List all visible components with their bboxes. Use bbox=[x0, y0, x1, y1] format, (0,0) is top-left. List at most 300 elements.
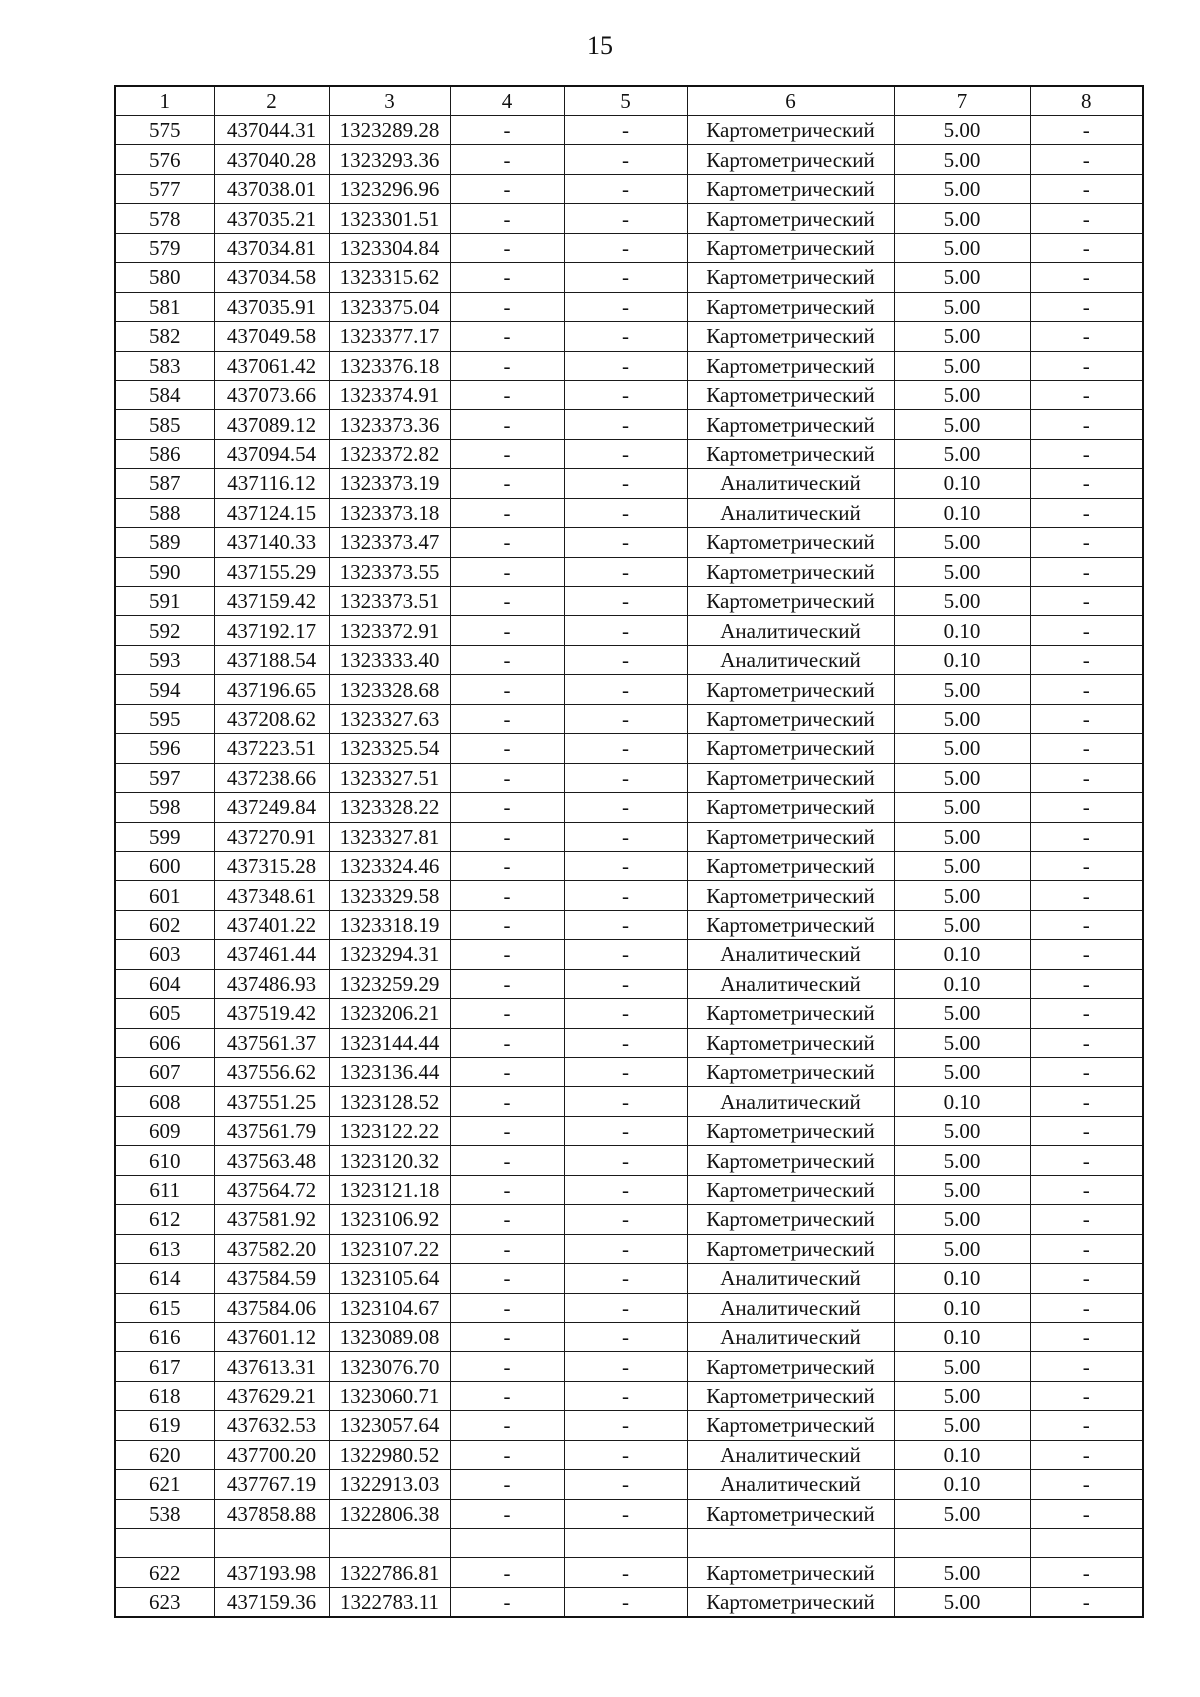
x-coordinate-cell: 437223.51 bbox=[214, 734, 329, 763]
table-row bbox=[115, 1529, 1143, 1558]
column-8-cell: - bbox=[1030, 263, 1143, 292]
method-cell: Аналитический bbox=[687, 498, 894, 527]
column-4-cell: - bbox=[450, 940, 564, 969]
y-coordinate-cell: 1323076.70 bbox=[329, 1352, 450, 1381]
column-5-cell: - bbox=[564, 1470, 687, 1499]
accuracy-cell: 5.00 bbox=[894, 557, 1030, 586]
point-number-cell: 593 bbox=[115, 645, 214, 674]
accuracy-cell: 5.00 bbox=[894, 292, 1030, 321]
point-number-cell: 592 bbox=[115, 616, 214, 645]
accuracy-cell: 5.00 bbox=[894, 145, 1030, 174]
accuracy-cell: 0.10 bbox=[894, 940, 1030, 969]
x-coordinate-cell: 437124.15 bbox=[214, 498, 329, 527]
accuracy-cell: 5.00 bbox=[894, 1205, 1030, 1234]
table-header-row bbox=[115, 86, 1143, 116]
column-8-cell: - bbox=[1030, 645, 1143, 674]
x-coordinate-cell: 437188.54 bbox=[214, 645, 329, 674]
column-4-cell: - bbox=[450, 822, 564, 851]
column-4-cell: - bbox=[450, 1322, 564, 1351]
x-coordinate-cell: 437034.58 bbox=[214, 263, 329, 292]
method-cell: Аналитический bbox=[687, 940, 894, 969]
column-4-cell: - bbox=[450, 1116, 564, 1145]
column-5-cell: - bbox=[564, 881, 687, 910]
point-number-cell: 610 bbox=[115, 1146, 214, 1175]
point-number-cell: 577 bbox=[115, 174, 214, 203]
x-coordinate-cell: 437061.42 bbox=[214, 351, 329, 380]
point-number-cell: 615 bbox=[115, 1293, 214, 1322]
column-4-cell: - bbox=[450, 1381, 564, 1410]
x-coordinate-cell: 437632.53 bbox=[214, 1411, 329, 1440]
point-number-cell: 575 bbox=[115, 116, 214, 145]
point-number-cell: 613 bbox=[115, 1234, 214, 1263]
table-row bbox=[115, 704, 1143, 733]
table-row bbox=[115, 498, 1143, 527]
column-5-cell: - bbox=[564, 469, 687, 498]
y-coordinate-cell: 1322980.52 bbox=[329, 1440, 450, 1469]
column-4-cell: - bbox=[450, 380, 564, 409]
column-5-cell: - bbox=[564, 439, 687, 468]
table-row bbox=[115, 645, 1143, 674]
method-cell: Картометрический bbox=[687, 145, 894, 174]
column-5-cell: - bbox=[564, 822, 687, 851]
column-8-cell: - bbox=[1030, 351, 1143, 380]
column-5-cell: - bbox=[564, 1058, 687, 1087]
accuracy-cell: 5.00 bbox=[894, 1058, 1030, 1087]
accuracy-cell: 0.10 bbox=[894, 616, 1030, 645]
y-coordinate-cell: 1323206.21 bbox=[329, 999, 450, 1028]
table-row bbox=[115, 1264, 1143, 1293]
accuracy-cell: 5.00 bbox=[894, 999, 1030, 1028]
column-4-cell: - bbox=[450, 1411, 564, 1440]
column-5-cell: - bbox=[564, 704, 687, 733]
y-coordinate-cell: 1323372.82 bbox=[329, 439, 450, 468]
point-number-cell: 582 bbox=[115, 322, 214, 351]
point-number-cell: 601 bbox=[115, 881, 214, 910]
column-8-cell: - bbox=[1030, 881, 1143, 910]
table-row bbox=[115, 528, 1143, 557]
x-coordinate-cell: 437629.21 bbox=[214, 1381, 329, 1410]
accuracy-cell: 5.00 bbox=[894, 587, 1030, 616]
column-header: 1 bbox=[115, 86, 214, 116]
column-4-cell: - bbox=[450, 763, 564, 792]
column-4-cell: - bbox=[450, 557, 564, 586]
point-number-cell: 587 bbox=[115, 469, 214, 498]
table-row bbox=[115, 557, 1143, 586]
table-row bbox=[115, 1322, 1143, 1351]
point-number-cell: 605 bbox=[115, 999, 214, 1028]
column-5-cell: - bbox=[564, 1411, 687, 1440]
x-coordinate-cell: 437582.20 bbox=[214, 1234, 329, 1263]
method-cell: Картометрический bbox=[687, 1205, 894, 1234]
method-cell: Картометрический bbox=[687, 1381, 894, 1410]
column-4-cell: - bbox=[450, 1470, 564, 1499]
method-cell: Аналитический bbox=[687, 1470, 894, 1499]
point-number-cell: 612 bbox=[115, 1205, 214, 1234]
accuracy-cell: 5.00 bbox=[894, 793, 1030, 822]
coordinates-table bbox=[114, 85, 1144, 1618]
point-number-cell: 608 bbox=[115, 1087, 214, 1116]
y-coordinate-cell: 1323294.31 bbox=[329, 940, 450, 969]
method-cell: Картометрический bbox=[687, 528, 894, 557]
accuracy-cell: 0.10 bbox=[894, 1293, 1030, 1322]
y-coordinate-cell: 1322783.11 bbox=[329, 1587, 450, 1617]
accuracy-cell: 5.00 bbox=[894, 1234, 1030, 1263]
x-coordinate-cell: 437049.58 bbox=[214, 322, 329, 351]
column-4-cell: - bbox=[450, 1293, 564, 1322]
accuracy-cell: 5.00 bbox=[894, 851, 1030, 880]
point-number-cell: 584 bbox=[115, 380, 214, 409]
column-4-cell: - bbox=[450, 881, 564, 910]
column-4-cell: - bbox=[450, 498, 564, 527]
column-5-cell: - bbox=[564, 116, 687, 145]
table-row bbox=[115, 910, 1143, 939]
column-5-cell: - bbox=[564, 1322, 687, 1351]
accuracy-cell: 5.00 bbox=[894, 1381, 1030, 1410]
column-5-cell: - bbox=[564, 1352, 687, 1381]
column-5-cell: - bbox=[564, 645, 687, 674]
column-8-cell: - bbox=[1030, 1352, 1143, 1381]
x-coordinate-cell: 437613.31 bbox=[214, 1352, 329, 1381]
method-cell: Картометрический bbox=[687, 822, 894, 851]
method-cell: Картометрический bbox=[687, 1558, 894, 1587]
column-4-cell: - bbox=[450, 1175, 564, 1204]
x-coordinate-cell: 437034.81 bbox=[214, 233, 329, 262]
accuracy-cell: 5.00 bbox=[894, 1116, 1030, 1145]
y-coordinate-cell: 1323327.51 bbox=[329, 763, 450, 792]
y-coordinate-cell: 1323327.81 bbox=[329, 822, 450, 851]
accuracy-cell: 0.10 bbox=[894, 1087, 1030, 1116]
x-coordinate-cell: 437556.62 bbox=[214, 1058, 329, 1087]
method-cell: Аналитический bbox=[687, 1087, 894, 1116]
column-8-cell: - bbox=[1030, 851, 1143, 880]
point-number-cell: 602 bbox=[115, 910, 214, 939]
y-coordinate-cell: 1323377.17 bbox=[329, 322, 450, 351]
x-coordinate-cell: 437486.93 bbox=[214, 969, 329, 998]
table-row bbox=[115, 1205, 1143, 1234]
x-coordinate-cell: 437159.36 bbox=[214, 1587, 329, 1617]
column-4-cell: - bbox=[450, 439, 564, 468]
table-row bbox=[115, 204, 1143, 233]
x-coordinate-cell: 437584.59 bbox=[214, 1264, 329, 1293]
table-row bbox=[115, 469, 1143, 498]
point-number-cell: 581 bbox=[115, 292, 214, 321]
method-cell: Картометрический bbox=[687, 734, 894, 763]
table-row bbox=[115, 1234, 1143, 1263]
y-coordinate-cell: 1323121.18 bbox=[329, 1175, 450, 1204]
point-number-cell: 622 bbox=[115, 1558, 214, 1587]
point-number-cell: 580 bbox=[115, 263, 214, 292]
point-number-cell: 596 bbox=[115, 734, 214, 763]
column-5-cell: - bbox=[564, 1028, 687, 1057]
column-8-cell: - bbox=[1030, 498, 1143, 527]
accuracy-cell: 5.00 bbox=[894, 410, 1030, 439]
x-coordinate-cell: 437193.98 bbox=[214, 1558, 329, 1587]
column-5-cell: - bbox=[564, 1175, 687, 1204]
column-header: 3 bbox=[329, 86, 450, 116]
column-8-cell: - bbox=[1030, 1058, 1143, 1087]
y-coordinate-cell: 1323105.64 bbox=[329, 1264, 450, 1293]
column-8-cell: - bbox=[1030, 322, 1143, 351]
y-coordinate-cell: 1323301.51 bbox=[329, 204, 450, 233]
x-coordinate-cell: 437581.92 bbox=[214, 1205, 329, 1234]
table-row bbox=[115, 1087, 1143, 1116]
column-8-cell: - bbox=[1030, 292, 1143, 321]
table-row bbox=[115, 1587, 1143, 1617]
column-4-cell: - bbox=[450, 233, 564, 262]
column-5-cell: - bbox=[564, 263, 687, 292]
accuracy-cell: 5.00 bbox=[894, 528, 1030, 557]
method-cell: Аналитический bbox=[687, 1322, 894, 1351]
point-number-cell bbox=[115, 1529, 214, 1558]
method-cell: Аналитический bbox=[687, 1440, 894, 1469]
y-coordinate-cell: 1323120.32 bbox=[329, 1146, 450, 1175]
y-coordinate-cell: 1323374.91 bbox=[329, 380, 450, 409]
column-4-cell: - bbox=[450, 174, 564, 203]
column-8-cell: - bbox=[1030, 145, 1143, 174]
table-row bbox=[115, 1352, 1143, 1381]
table-row bbox=[115, 351, 1143, 380]
accuracy-cell: 5.00 bbox=[894, 704, 1030, 733]
column-4-cell: - bbox=[450, 645, 564, 674]
column-5-cell: - bbox=[564, 1116, 687, 1145]
method-cell: Картометрический bbox=[687, 793, 894, 822]
table-row bbox=[115, 1146, 1143, 1175]
column-8-cell: - bbox=[1030, 616, 1143, 645]
y-coordinate-cell: 1323373.18 bbox=[329, 498, 450, 527]
accuracy-cell: 0.10 bbox=[894, 1440, 1030, 1469]
y-coordinate-cell: 1323373.47 bbox=[329, 528, 450, 557]
column-8-cell: - bbox=[1030, 439, 1143, 468]
column-5-cell: - bbox=[564, 174, 687, 203]
column-8-cell bbox=[1030, 1529, 1143, 1558]
column-4-cell: - bbox=[450, 704, 564, 733]
accuracy-cell: 5.00 bbox=[894, 1411, 1030, 1440]
method-cell: Картометрический bbox=[687, 233, 894, 262]
table-row bbox=[115, 1558, 1143, 1587]
column-8-cell: - bbox=[1030, 410, 1143, 439]
table-body bbox=[115, 116, 1143, 1617]
table-row bbox=[115, 881, 1143, 910]
point-number-cell: 620 bbox=[115, 1440, 214, 1469]
y-coordinate-cell: 1323373.51 bbox=[329, 587, 450, 616]
point-number-cell: 604 bbox=[115, 969, 214, 998]
y-coordinate-cell: 1323057.64 bbox=[329, 1411, 450, 1440]
point-number-cell: 583 bbox=[115, 351, 214, 380]
column-8-cell: - bbox=[1030, 1087, 1143, 1116]
accuracy-cell: 0.10 bbox=[894, 1322, 1030, 1351]
method-cell: Картометрический bbox=[687, 1587, 894, 1617]
method-cell: Картометрический bbox=[687, 351, 894, 380]
column-5-cell: - bbox=[564, 1234, 687, 1263]
method-cell: Картометрический bbox=[687, 322, 894, 351]
point-number-cell: 591 bbox=[115, 587, 214, 616]
x-coordinate-cell: 437700.20 bbox=[214, 1440, 329, 1469]
column-4-cell: - bbox=[450, 616, 564, 645]
point-number-cell: 607 bbox=[115, 1058, 214, 1087]
column-5-cell: - bbox=[564, 675, 687, 704]
method-cell: Аналитический bbox=[687, 969, 894, 998]
method-cell: Картометрический bbox=[687, 1175, 894, 1204]
point-number-cell: 589 bbox=[115, 528, 214, 557]
column-8-cell: - bbox=[1030, 1558, 1143, 1587]
accuracy-cell: 5.00 bbox=[894, 174, 1030, 203]
column-8-cell: - bbox=[1030, 1470, 1143, 1499]
table-row bbox=[115, 763, 1143, 792]
accuracy-cell: 0.10 bbox=[894, 969, 1030, 998]
column-4-cell: - bbox=[450, 1587, 564, 1617]
y-coordinate-cell: 1323328.68 bbox=[329, 675, 450, 704]
method-cell: Картометрический bbox=[687, 439, 894, 468]
y-coordinate-cell: 1323375.04 bbox=[329, 292, 450, 321]
y-coordinate-cell: 1323060.71 bbox=[329, 1381, 450, 1410]
column-8-cell: - bbox=[1030, 1146, 1143, 1175]
table-row bbox=[115, 822, 1143, 851]
y-coordinate-cell: 1323329.58 bbox=[329, 881, 450, 910]
column-5-cell: - bbox=[564, 557, 687, 586]
accuracy-cell: 0.10 bbox=[894, 498, 1030, 527]
table-row bbox=[115, 940, 1143, 969]
accuracy-cell: 5.00 bbox=[894, 1146, 1030, 1175]
column-5-cell: - bbox=[564, 292, 687, 321]
column-4-cell: - bbox=[450, 204, 564, 233]
table-row bbox=[115, 145, 1143, 174]
table-row bbox=[115, 174, 1143, 203]
column-4-cell bbox=[450, 1529, 564, 1558]
column-8-cell: - bbox=[1030, 763, 1143, 792]
point-number-cell: 538 bbox=[115, 1499, 214, 1528]
method-cell: Картометрический bbox=[687, 999, 894, 1028]
column-5-cell: - bbox=[564, 734, 687, 763]
method-cell: Картометрический bbox=[687, 704, 894, 733]
method-cell bbox=[687, 1529, 894, 1558]
column-5-cell: - bbox=[564, 498, 687, 527]
accuracy-cell: 0.10 bbox=[894, 645, 1030, 674]
column-8-cell: - bbox=[1030, 1293, 1143, 1322]
accuracy-cell: 5.00 bbox=[894, 881, 1030, 910]
accuracy-cell: 5.00 bbox=[894, 1028, 1030, 1057]
x-coordinate-cell: 437073.66 bbox=[214, 380, 329, 409]
method-cell: Картометрический bbox=[687, 1146, 894, 1175]
column-8-cell: - bbox=[1030, 704, 1143, 733]
point-number-cell: 618 bbox=[115, 1381, 214, 1410]
method-cell: Картометрический bbox=[687, 881, 894, 910]
point-number-cell: 616 bbox=[115, 1322, 214, 1351]
x-coordinate-cell: 437208.62 bbox=[214, 704, 329, 733]
table-row bbox=[115, 1470, 1143, 1499]
column-5-cell: - bbox=[564, 1087, 687, 1116]
column-8-cell: - bbox=[1030, 675, 1143, 704]
column-5-cell: - bbox=[564, 204, 687, 233]
accuracy-cell: 5.00 bbox=[894, 1587, 1030, 1617]
y-coordinate-cell: 1322913.03 bbox=[329, 1470, 450, 1499]
table-row bbox=[115, 380, 1143, 409]
column-5-cell: - bbox=[564, 1264, 687, 1293]
column-5-cell: - bbox=[564, 969, 687, 998]
column-5-cell: - bbox=[564, 528, 687, 557]
column-4-cell: - bbox=[450, 469, 564, 498]
column-header: 8 bbox=[1030, 86, 1143, 116]
column-5-cell: - bbox=[564, 351, 687, 380]
point-number-cell: 600 bbox=[115, 851, 214, 880]
accuracy-cell: 5.00 bbox=[894, 1499, 1030, 1528]
column-5-cell: - bbox=[564, 999, 687, 1028]
method-cell: Картометрический bbox=[687, 557, 894, 586]
table-row bbox=[115, 1381, 1143, 1410]
method-cell: Картометрический bbox=[687, 587, 894, 616]
x-coordinate-cell: 437140.33 bbox=[214, 528, 329, 557]
y-coordinate-cell: 1323325.54 bbox=[329, 734, 450, 763]
column-8-cell: - bbox=[1030, 822, 1143, 851]
accuracy-cell: 5.00 bbox=[894, 1352, 1030, 1381]
point-number-cell: 576 bbox=[115, 145, 214, 174]
column-4-cell: - bbox=[450, 1205, 564, 1234]
x-coordinate-cell: 437094.54 bbox=[214, 439, 329, 468]
method-cell: Аналитический bbox=[687, 645, 894, 674]
table-row bbox=[115, 675, 1143, 704]
accuracy-cell: 5.00 bbox=[894, 233, 1030, 262]
x-coordinate-cell: 437584.06 bbox=[214, 1293, 329, 1322]
column-header: 2 bbox=[214, 86, 329, 116]
x-coordinate-cell: 437196.65 bbox=[214, 675, 329, 704]
column-5-cell: - bbox=[564, 233, 687, 262]
column-8-cell: - bbox=[1030, 233, 1143, 262]
table-row bbox=[115, 1058, 1143, 1087]
column-5-cell: - bbox=[564, 1205, 687, 1234]
column-5-cell: - bbox=[564, 793, 687, 822]
column-8-cell: - bbox=[1030, 1234, 1143, 1263]
column-5-cell: - bbox=[564, 910, 687, 939]
column-8-cell: - bbox=[1030, 1264, 1143, 1293]
column-4-cell: - bbox=[450, 292, 564, 321]
column-4-cell: - bbox=[450, 528, 564, 557]
accuracy-cell: 5.00 bbox=[894, 380, 1030, 409]
method-cell: Картометрический bbox=[687, 1352, 894, 1381]
column-4-cell: - bbox=[450, 999, 564, 1028]
column-4-cell: - bbox=[450, 1028, 564, 1057]
column-8-cell: - bbox=[1030, 1322, 1143, 1351]
column-8-cell: - bbox=[1030, 1440, 1143, 1469]
x-coordinate-cell: 437551.25 bbox=[214, 1087, 329, 1116]
y-coordinate-cell: 1323318.19 bbox=[329, 910, 450, 939]
table-row bbox=[115, 410, 1143, 439]
accuracy-cell: 5.00 bbox=[894, 822, 1030, 851]
accuracy-cell: 5.00 bbox=[894, 675, 1030, 704]
column-header: 5 bbox=[564, 86, 687, 116]
page-number: 15 bbox=[587, 31, 613, 60]
x-coordinate-cell: 437159.42 bbox=[214, 587, 329, 616]
table-row bbox=[115, 793, 1143, 822]
x-coordinate-cell: 437561.37 bbox=[214, 1028, 329, 1057]
column-8-cell: - bbox=[1030, 1381, 1143, 1410]
column-5-cell: - bbox=[564, 322, 687, 351]
table-row bbox=[115, 851, 1143, 880]
table-row bbox=[115, 322, 1143, 351]
x-coordinate-cell: 437116.12 bbox=[214, 469, 329, 498]
table-row bbox=[115, 969, 1143, 998]
accuracy-cell: 5.00 bbox=[894, 322, 1030, 351]
x-coordinate-cell: 437561.79 bbox=[214, 1116, 329, 1145]
method-cell: Картометрический bbox=[687, 1116, 894, 1145]
table-row bbox=[115, 1175, 1143, 1204]
column-4-cell: - bbox=[450, 675, 564, 704]
table-row bbox=[115, 1499, 1143, 1528]
x-coordinate-cell: 437767.19 bbox=[214, 1470, 329, 1499]
column-4-cell: - bbox=[450, 1499, 564, 1528]
point-number-cell: 588 bbox=[115, 498, 214, 527]
y-coordinate-cell: 1323259.29 bbox=[329, 969, 450, 998]
y-coordinate-cell: 1323122.22 bbox=[329, 1116, 450, 1145]
table-row bbox=[115, 233, 1143, 262]
